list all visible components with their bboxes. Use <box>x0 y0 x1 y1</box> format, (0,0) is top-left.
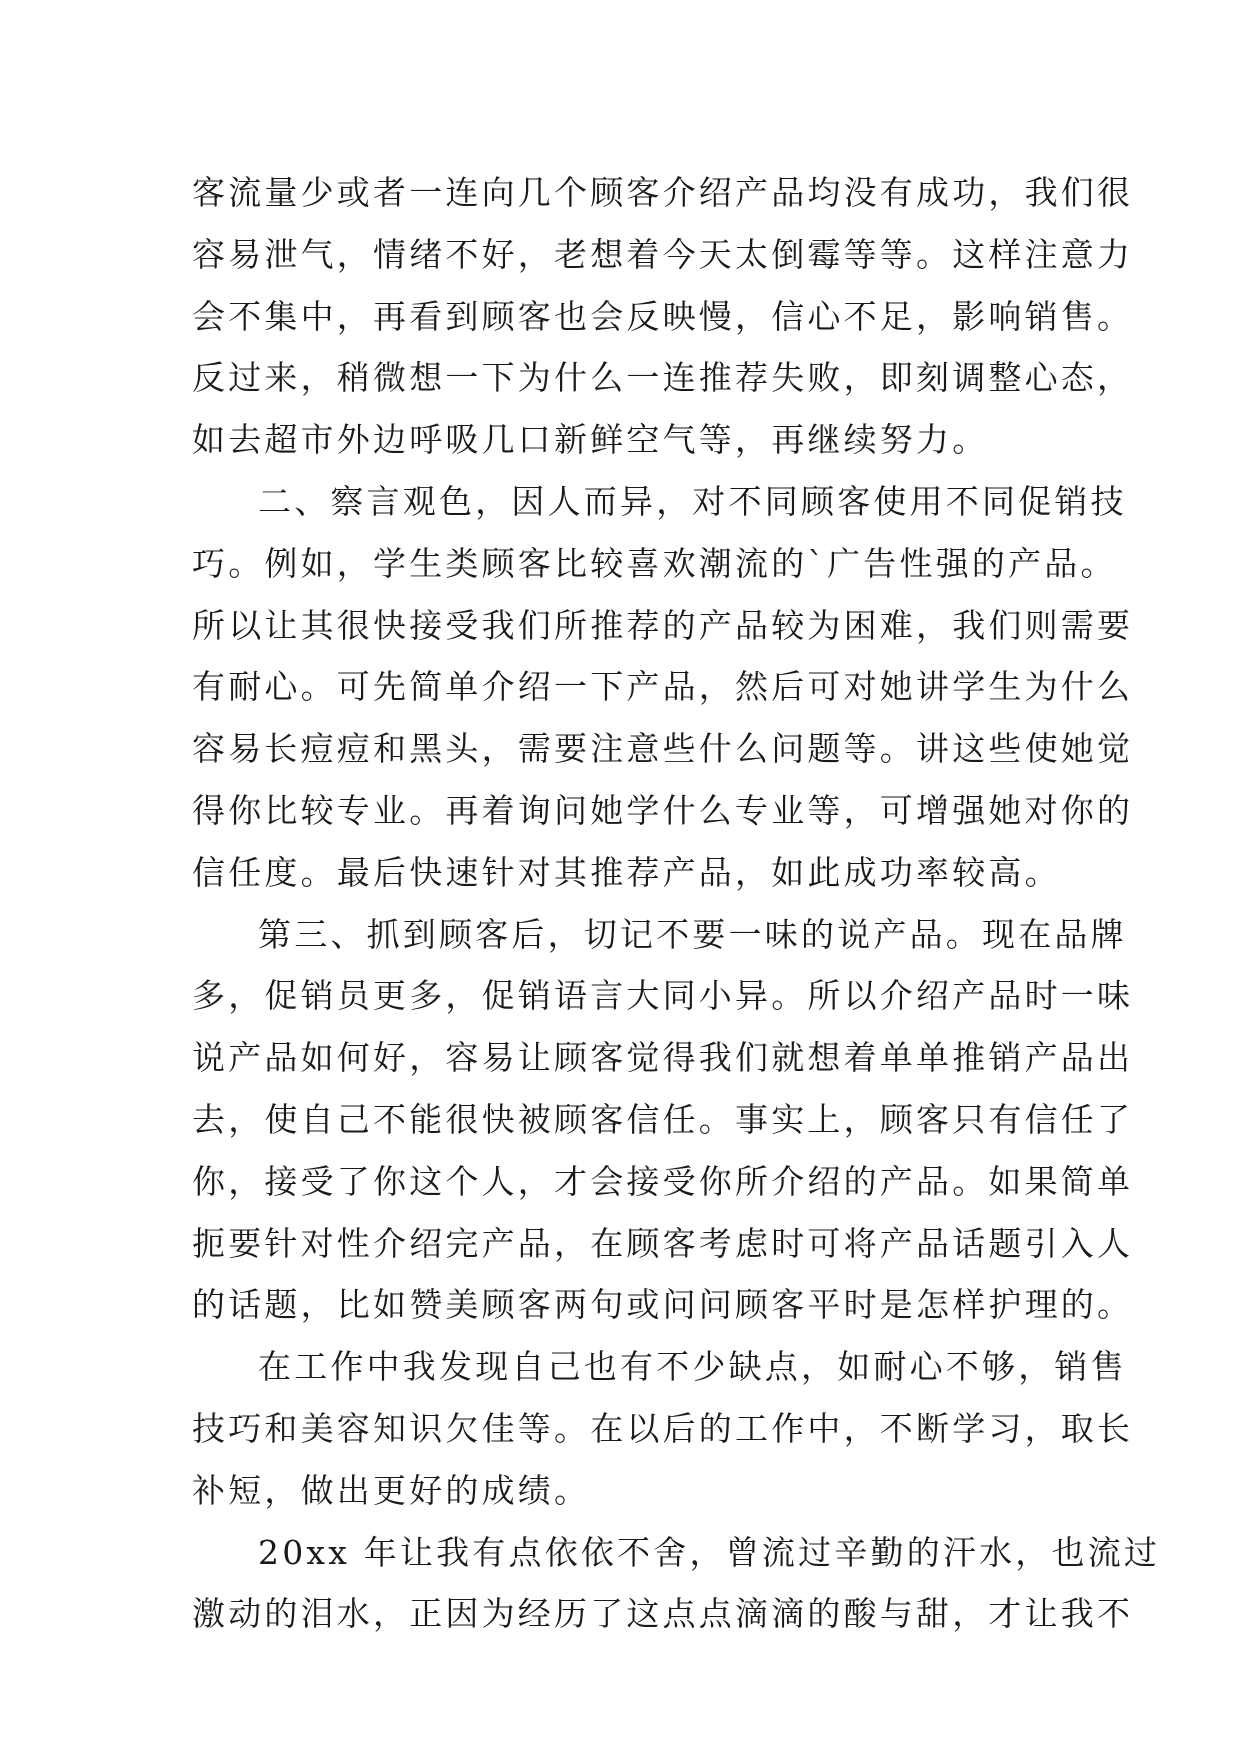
text-line: 多，促销员更多，促销语言大同小异。所以介绍产品时一味 <box>192 976 1134 1016</box>
text-line: 如去超市外边呼吸几口新鲜空气等，再继续努力。 <box>192 420 989 460</box>
paragraph-first-line: 二、察言观色，因人而异，对不同顾客使用不同促销技 <box>258 481 1127 521</box>
text-line: 补短，做出更好的成绩。 <box>192 1470 591 1510</box>
text-line: 客流量少或者一连向几个顾客介绍产品均没有成功，我们很 <box>192 173 1134 212</box>
paragraph-first-line: 20xx 年让我有点依依不舍，曾流过辛勤的汗水，也流过 <box>258 1532 1161 1572</box>
text-line: 巧。例如，学生类顾客比较喜欢潮流的`广告性强的产品。 <box>192 543 1117 583</box>
paragraph-first-line: 在工作中我发现自己也有不少缺点，如耐心不够，销售 <box>258 1347 1127 1387</box>
text-line: 信任度。最后快速针对其推荐产品，如此成功率较高。 <box>192 852 1061 892</box>
text-line: 技巧和美容知识欠佳等。在以后的工作中，不断学习，取长 <box>192 1408 1134 1448</box>
text-line: 去，使自己不能很快被顾客信任。事实上，顾客只有信任了 <box>192 1099 1134 1139</box>
paragraph-first-line: 第三、抓到顾客后，切记不要一味的说产品。现在品牌 <box>258 914 1127 954</box>
text-line: 所以让其很快接受我们所推荐的产品较为困难，我们则需要 <box>192 605 1134 645</box>
text-line: 容易泄气，情绪不好，老想着今天太倒霉等等。这样注意力 <box>192 234 1134 274</box>
text-line: 得你比较专业。再着询问她学什么专业等，可增强她对你的 <box>192 790 1134 830</box>
text-line: 扼要针对性介绍完产品，在顾客考虑时可将产品话题引入人 <box>192 1223 1134 1263</box>
text-line: 激动的泪水，正因为经历了这点点滴滴的酸与甜，才让我不 <box>192 1594 1134 1634</box>
text-line: 容易长痘痘和黑头，需要注意些什么问题等。讲这些使她觉 <box>192 729 1134 769</box>
text-line: 的话题，比如赞美顾客两句或问问顾客平时是怎样护理的。 <box>192 1285 1134 1325</box>
text-line: 反过来，稍微想一下为什么一连推荐失败，即刻调整心态， <box>192 358 1134 398</box>
text-line: 说产品如何好，容易让顾客觉得我们就想着单单推销产品出 <box>192 1038 1134 1078</box>
text-line: 有耐心。可先简单介绍一下产品，然后可对她讲学生为什么 <box>192 667 1134 707</box>
text-line: 会不集中，再看到顾客也会反映慢，信心不足，影响销售。 <box>192 296 1134 336</box>
text-line: 你，接受了你这个人，才会接受你所介绍的产品。如果简单 <box>192 1161 1134 1201</box>
document-body <box>192 162 1161 1645</box>
